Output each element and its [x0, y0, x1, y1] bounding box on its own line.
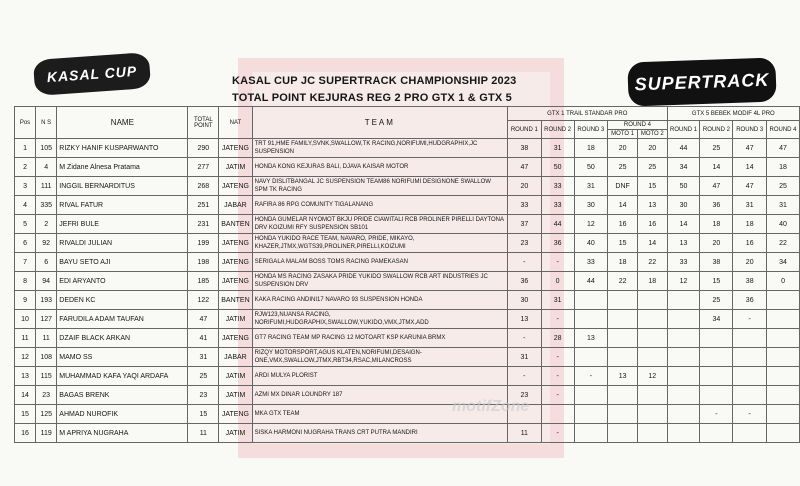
- gtx1-score: [541, 405, 574, 424]
- gtx1-score: 13: [637, 196, 667, 215]
- nat-cell: JATENG: [219, 272, 252, 291]
- gtx5-score: [733, 329, 767, 348]
- table-row: [15, 329, 800, 348]
- team-cell: HONDA YUKIDO RACE TEAM, NAVARO, PRIDE, MIKAYO, KHAZER,JTMX,WGTS39,PROLINER,PIRELLI,KOIZUMI: [252, 234, 507, 253]
- ns-cell: 111: [36, 177, 57, 196]
- gtx1-score: 14: [608, 196, 638, 215]
- gtx1-score: 44: [574, 272, 608, 291]
- rider-name: MAMO SS: [57, 348, 188, 367]
- gtx1-score: 16: [637, 215, 667, 234]
- gtx5-score: 30: [667, 196, 700, 215]
- gtx5-score: 0: [767, 272, 800, 291]
- gtx5-score: 34: [667, 158, 700, 177]
- gtx1-score: 28: [541, 329, 574, 348]
- gtx1-score: 18: [608, 253, 638, 272]
- gtx1-score: 40: [574, 234, 608, 253]
- gtx5-score: [667, 386, 700, 405]
- total-point: 277: [188, 158, 219, 177]
- gtx1-score: DNF: [608, 177, 638, 196]
- rider-name: BAYU SETO AJI: [57, 253, 188, 272]
- gtx5-score: [767, 424, 800, 443]
- gtx1-score: 47: [507, 158, 541, 177]
- ns-cell: 127: [36, 310, 57, 329]
- gtx5-score: [733, 367, 767, 386]
- ns-cell: 94: [36, 272, 57, 291]
- gtx1-score: [574, 310, 608, 329]
- gtx1-score: 37: [507, 215, 541, 234]
- rider-name: JEFRI BULE: [57, 215, 188, 234]
- table-row: [15, 310, 800, 329]
- table-row: [15, 196, 800, 215]
- ns-cell: 125: [36, 405, 57, 424]
- rider-name: INGGIL BERNARDITUS: [57, 177, 188, 196]
- team-cell: KAKA RACING ANDINI17 NAVARO 93 SUSPENSION HONDA: [252, 291, 507, 310]
- gtx1-score: 31: [574, 177, 608, 196]
- ns-cell: 4: [36, 158, 57, 177]
- gtx1-score: 38: [507, 139, 541, 158]
- header-name: NAME: [57, 107, 188, 139]
- header-gtx5-round: ROUND 2: [700, 121, 733, 139]
- rider-name: RIVAL FATUR: [57, 196, 188, 215]
- ns-cell: 6: [36, 253, 57, 272]
- gtx5-score: 25: [700, 139, 733, 158]
- gtx1-score: 20: [507, 177, 541, 196]
- gtx5-score: 14: [733, 158, 767, 177]
- page-subtitle: TOTAL POINT KEJURAS REG 2 PRO GTX 1 & GTX 5: [232, 92, 512, 104]
- gtx5-score: 25: [767, 177, 800, 196]
- gtx1-score: [637, 310, 667, 329]
- gtx5-score: [767, 367, 800, 386]
- gtx5-score: 18: [700, 215, 733, 234]
- nat-cell: JABAR: [219, 196, 252, 215]
- ns-cell: 193: [36, 291, 57, 310]
- total-point: 15: [188, 405, 219, 424]
- gtx1-score: -: [574, 367, 608, 386]
- nat-cell: JATIM: [219, 386, 252, 405]
- gtx5-score: [667, 348, 700, 367]
- gtx1-score: -: [541, 424, 574, 443]
- header-gtx1-round: ROUND 2: [541, 121, 574, 139]
- gtx1-score: [574, 291, 608, 310]
- nat-cell: JATENG: [219, 329, 252, 348]
- standings-table: [14, 106, 800, 443]
- gtx1-score: 11: [507, 424, 541, 443]
- gtx1-score: [574, 348, 608, 367]
- gtx1-score: [608, 348, 638, 367]
- pos-cell: 2: [15, 158, 36, 177]
- gtx5-score: 18: [767, 158, 800, 177]
- gtx5-score: 15: [700, 272, 733, 291]
- pos-cell: 1: [15, 139, 36, 158]
- team-cell: AZMI MX DINAR LOUNDRY 187: [252, 386, 507, 405]
- gtx5-score: 31: [733, 196, 767, 215]
- gtx1-score: -: [507, 329, 541, 348]
- gtx5-score: 22: [767, 234, 800, 253]
- gtx1-score: 15: [637, 177, 667, 196]
- gtx1-score: -: [507, 367, 541, 386]
- gtx5-score: 13: [667, 234, 700, 253]
- gtx1-score: 33: [574, 253, 608, 272]
- gtx5-score: 34: [767, 253, 800, 272]
- team-cell: RJW123,NUANSA RACING, NORIFUMI,HUDGRAPHIX,SWALLOW,YUKIDO,VMX,JTMX,ADD: [252, 310, 507, 329]
- header-gtx1-round: ROUND 4: [608, 121, 667, 130]
- gtx1-score: [608, 329, 638, 348]
- table-row: [15, 253, 800, 272]
- gtx1-score: 33: [541, 196, 574, 215]
- gtx5-score: -: [733, 310, 767, 329]
- gtx1-score: 13: [574, 329, 608, 348]
- header-moto: MOTO 2: [637, 130, 667, 139]
- gtx5-score: [667, 405, 700, 424]
- gtx1-score: 18: [574, 139, 608, 158]
- gtx1-score: [637, 291, 667, 310]
- gtx1-score: [608, 310, 638, 329]
- header-ns: N S: [36, 107, 57, 139]
- gtx1-score: 23: [507, 386, 541, 405]
- gtx5-score: 20: [700, 234, 733, 253]
- pos-cell: 3: [15, 177, 36, 196]
- total-point: 41: [188, 329, 219, 348]
- total-point: 198: [188, 253, 219, 272]
- team-cell: SERIGALA MALAM BOSS TOMS RACING PAMEKASAN: [252, 253, 507, 272]
- rider-name: M Zidane Alnesa Pratama: [57, 158, 188, 177]
- ns-cell: 2: [36, 215, 57, 234]
- gtx1-score: [637, 348, 667, 367]
- pos-cell: 11: [15, 329, 36, 348]
- gtx1-score: 22: [608, 272, 638, 291]
- ns-cell: 115: [36, 367, 57, 386]
- rider-name: DEDEN KC: [57, 291, 188, 310]
- gtx5-score: 33: [667, 253, 700, 272]
- gtx1-score: 13: [507, 310, 541, 329]
- rider-name: RIZKY HANIF KUSPARWANTO: [57, 139, 188, 158]
- nat-cell: JABAR: [219, 348, 252, 367]
- table-row: [15, 291, 800, 310]
- pos-cell: 12: [15, 348, 36, 367]
- rider-name: M APRIYA NUGRAHA: [57, 424, 188, 443]
- gtx5-score: [700, 348, 733, 367]
- gtx5-score: 20: [733, 253, 767, 272]
- table-row: [15, 272, 800, 291]
- gtx5-score: [667, 367, 700, 386]
- pos-cell: 4: [15, 196, 36, 215]
- table-row: [15, 234, 800, 253]
- table-row: [15, 367, 800, 386]
- nat-cell: JATENG: [219, 177, 252, 196]
- header-moto: MOTO 1: [608, 130, 638, 139]
- gtx1-score: 16: [608, 215, 638, 234]
- gtx1-score: [608, 291, 638, 310]
- gtx1-score: 12: [574, 215, 608, 234]
- gtx1-score: [637, 405, 667, 424]
- gtx1-score: 22: [637, 253, 667, 272]
- team-cell: MKA GTX TEAM: [252, 405, 507, 424]
- nat-cell: JATENG: [219, 234, 252, 253]
- gtx1-score: 33: [541, 177, 574, 196]
- header-gtx5-round: ROUND 1: [667, 121, 700, 139]
- gtx5-score: [767, 329, 800, 348]
- gtx5-score: [700, 367, 733, 386]
- gtx5-score: 18: [733, 215, 767, 234]
- total-point: 251: [188, 196, 219, 215]
- gtx1-score: 18: [637, 272, 667, 291]
- pos-cell: 10: [15, 310, 36, 329]
- gtx1-score: [608, 424, 638, 443]
- pos-cell: 6: [15, 234, 36, 253]
- rider-name: MUHAMMAD KAFA YAQI ARDAFA: [57, 367, 188, 386]
- gtx1-score: [574, 405, 608, 424]
- gtx5-score: [767, 310, 800, 329]
- rider-name: FARUDILA ADAM TAUFAN: [57, 310, 188, 329]
- gtx5-score: [700, 424, 733, 443]
- gtx1-score: -: [541, 386, 574, 405]
- rider-name: RIVALDI JULIAN: [57, 234, 188, 253]
- team-cell: HONDA KONG KEJURAS BALI, DJAVA KAISAR MOTOR: [252, 158, 507, 177]
- gtx1-score: 31: [541, 139, 574, 158]
- gtx5-score: [667, 424, 700, 443]
- rider-name: DZAIF BLACK ARKAN: [57, 329, 188, 348]
- gtx5-score: 36: [733, 291, 767, 310]
- rider-name: AHMAD NUROFIK: [57, 405, 188, 424]
- gtx1-score: -: [541, 367, 574, 386]
- pos-cell: 15: [15, 405, 36, 424]
- ns-cell: 92: [36, 234, 57, 253]
- gtx5-score: [733, 348, 767, 367]
- gtx5-score: [667, 329, 700, 348]
- gtx1-score: 15: [608, 234, 638, 253]
- gtx1-score: 13: [608, 367, 638, 386]
- gtx1-score: 36: [507, 272, 541, 291]
- gtx5-score: 31: [767, 196, 800, 215]
- header-gtx1-round: ROUND 1: [507, 121, 541, 139]
- gtx1-score: -: [507, 253, 541, 272]
- header-team: TEAM: [252, 107, 507, 139]
- gtx5-score: 16: [733, 234, 767, 253]
- team-cell: TRT 91,HME FAMILY,SVNK,SWALLOW,TK RACING,NORIFUMI,HUDGRAPHIX,JC SUSPENSION: [252, 139, 507, 158]
- total-point: 11: [188, 424, 219, 443]
- pos-cell: 7: [15, 253, 36, 272]
- gtx1-score: 31: [541, 291, 574, 310]
- ns-cell: 108: [36, 348, 57, 367]
- gtx5-score: 47: [733, 139, 767, 158]
- nat-cell: JATIM: [219, 367, 252, 386]
- gtx1-score: 25: [608, 158, 638, 177]
- gtx1-score: 14: [637, 234, 667, 253]
- gtx5-score: [700, 386, 733, 405]
- ns-cell: 105: [36, 139, 57, 158]
- team-cell: SISKA HARMONI NUGRAHA TRANS CRT PUTRA MANDIRI: [252, 424, 507, 443]
- rider-name: BAGAS BRENK: [57, 386, 188, 405]
- gtx5-score: 38: [700, 253, 733, 272]
- gtx5-score: 44: [667, 139, 700, 158]
- gtx1-score: 25: [637, 158, 667, 177]
- gtx5-score: [767, 405, 800, 424]
- total-point: 31: [188, 348, 219, 367]
- gtx5-score: [733, 424, 767, 443]
- header-nat: NAT: [219, 107, 252, 139]
- gtx1-score: [637, 329, 667, 348]
- gtx5-score: 40: [767, 215, 800, 234]
- header-total: TOTAL POINT: [188, 107, 219, 139]
- team-cell: GT7 RACING TEAM MP RACING 12 MOTOART KSP KARUNIA BRMX: [252, 329, 507, 348]
- header-gtx5-round: ROUND 3: [733, 121, 767, 139]
- gtx5-score: 47: [767, 139, 800, 158]
- table-row: [15, 158, 800, 177]
- gtx5-score: 34: [700, 310, 733, 329]
- total-point: 47: [188, 310, 219, 329]
- table-row: [15, 424, 800, 443]
- pos-cell: 9: [15, 291, 36, 310]
- gtx1-score: [637, 424, 667, 443]
- nat-cell: BANTEN: [219, 215, 252, 234]
- header-gtx5-round: ROUND 4: [767, 121, 800, 139]
- total-point: 25: [188, 367, 219, 386]
- table-row: [15, 386, 800, 405]
- gtx5-score: [733, 386, 767, 405]
- gtx5-score: 50: [667, 177, 700, 196]
- header-gtx1: GTX 1 TRAIL STANDAR PRO: [507, 107, 667, 121]
- gtx5-score: [767, 386, 800, 405]
- total-point: 199: [188, 234, 219, 253]
- pos-cell: 14: [15, 386, 36, 405]
- header-gtx5: GTX 5 BEBEK MODIF 4L PRO: [667, 107, 799, 121]
- gtx5-score: 25: [700, 291, 733, 310]
- supertrack-logo-text: SUPERTRACK: [634, 69, 770, 94]
- nat-cell: BANTEN: [219, 291, 252, 310]
- total-point: 185: [188, 272, 219, 291]
- gtx1-score: 50: [541, 158, 574, 177]
- pos-cell: 13: [15, 367, 36, 386]
- table-row: [15, 405, 800, 424]
- gtx5-score: [700, 329, 733, 348]
- gtx5-score: 47: [700, 177, 733, 196]
- table-row: [15, 177, 800, 196]
- total-point: 268: [188, 177, 219, 196]
- nat-cell: JATENG: [219, 139, 252, 158]
- gtx1-score: 44: [541, 215, 574, 234]
- gtx1-score: 12: [637, 367, 667, 386]
- table-row: [15, 215, 800, 234]
- gtx1-score: [637, 386, 667, 405]
- gtx1-score: -: [541, 310, 574, 329]
- gtx1-score: [608, 405, 638, 424]
- gtx1-score: [574, 386, 608, 405]
- gtx5-score: 47: [733, 177, 767, 196]
- gtx1-score: 33: [507, 196, 541, 215]
- gtx5-score: -: [700, 405, 733, 424]
- ns-cell: 119: [36, 424, 57, 443]
- gtx5-score: 14: [667, 215, 700, 234]
- team-cell: NAVY DISLITBANGAL JC SUSPENSION TEAM86 NORIFUMI DESIGNONE SWALLOW SPM TK RACING: [252, 177, 507, 196]
- gtx5-score: [667, 291, 700, 310]
- nat-cell: JATENG: [219, 253, 252, 272]
- gtx1-score: 0: [541, 272, 574, 291]
- team-cell: ARDI MULYA PLORIST: [252, 367, 507, 386]
- gtx5-score: [767, 291, 800, 310]
- gtx1-score: -: [541, 348, 574, 367]
- total-point: 290: [188, 139, 219, 158]
- watermark-text: motifZone: [452, 398, 530, 415]
- gtx1-score: [608, 386, 638, 405]
- gtx1-score: 30: [574, 196, 608, 215]
- table-row: [15, 139, 800, 158]
- gtx1-score: 31: [507, 348, 541, 367]
- gtx5-score: 12: [667, 272, 700, 291]
- gtx5-score: 14: [700, 158, 733, 177]
- nat-cell: JATIM: [219, 424, 252, 443]
- team-cell: RAFIRA 86 RPG COMUNITY TIGALANANG: [252, 196, 507, 215]
- ns-cell: 23: [36, 386, 57, 405]
- rider-name: EDI ARYANTO: [57, 272, 188, 291]
- gtx1-score: 30: [507, 291, 541, 310]
- total-point: 231: [188, 215, 219, 234]
- ns-cell: 11: [36, 329, 57, 348]
- pos-cell: 5: [15, 215, 36, 234]
- team-cell: HONDA GUMELAR NYOMOT BKJU PRIDE CIAWITALI RCB PROLINER PIRELLI DAYTONA DRV KOIZUMI RFY SUSPENSION SB101: [252, 215, 507, 234]
- nat-cell: JATIM: [219, 310, 252, 329]
- table-row: [15, 348, 800, 367]
- gtx1-score: 36: [541, 234, 574, 253]
- kasal-cup-logo: [33, 52, 151, 96]
- gtx1-score: [574, 424, 608, 443]
- gtx1-score: 50: [574, 158, 608, 177]
- gtx5-score: [667, 310, 700, 329]
- pos-cell: 8: [15, 272, 36, 291]
- nat-cell: JATENG: [219, 405, 252, 424]
- gtx1-score: -: [541, 253, 574, 272]
- gtx1-score: 20: [608, 139, 638, 158]
- total-point: 23: [188, 386, 219, 405]
- gtx5-score: 36: [700, 196, 733, 215]
- team-cell: HONDA MS RACING ZASAKA PRIDE YUKIDO SWALLOW RCB ART INDUSTRIES JC SUSPENSION DRV: [252, 272, 507, 291]
- header-pos: Pos: [15, 107, 36, 139]
- gtx5-score: [767, 348, 800, 367]
- header-gtx1-round: ROUND 3: [574, 121, 608, 139]
- supertrack-logo: [627, 57, 776, 106]
- gtx5-score: 38: [733, 272, 767, 291]
- team-cell: RIZQY MOTORSPORT,AGUS KLATEN,NORIFUMI,DESAIGN-ONE,VMX,SWALLOW,JTMX,RBT34,RSAC,MILANCROSS: [252, 348, 507, 367]
- gtx1-score: 20: [637, 139, 667, 158]
- kasal-cup-logo-text: KASAL CUP: [46, 62, 138, 86]
- ns-cell: 335: [36, 196, 57, 215]
- gtx5-score: -: [733, 405, 767, 424]
- nat-cell: JATIM: [219, 158, 252, 177]
- gtx1-score: 23: [507, 234, 541, 253]
- total-point: 122: [188, 291, 219, 310]
- page-title: KASAL CUP JC SUPERTRACK CHAMPIONSHIP 2023: [232, 75, 517, 87]
- pos-cell: 16: [15, 424, 36, 443]
